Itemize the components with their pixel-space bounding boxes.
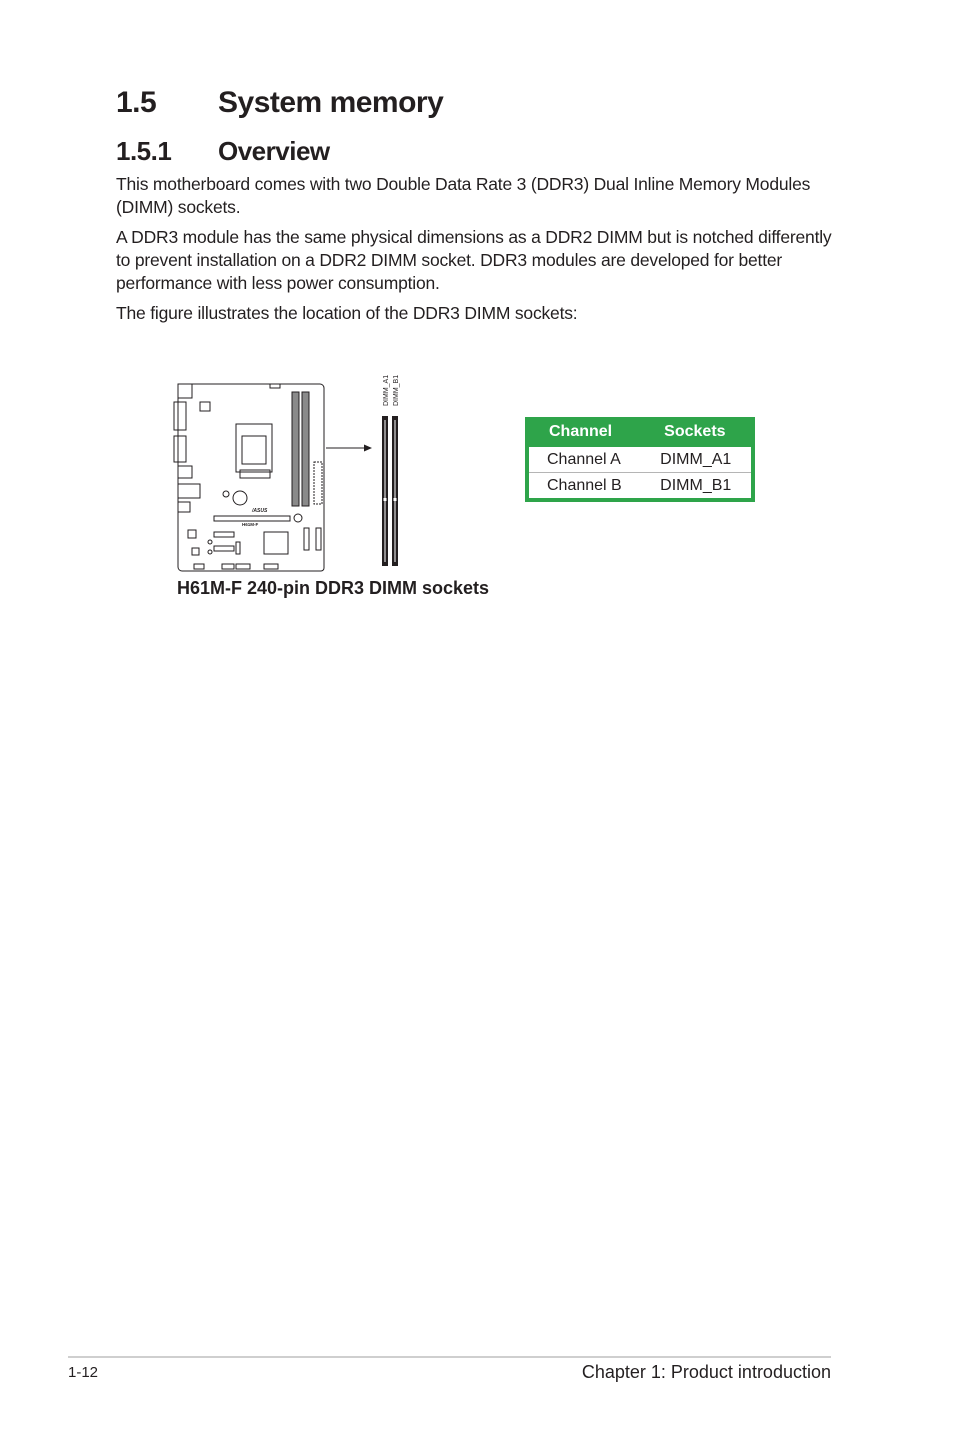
battery — [233, 491, 247, 505]
io-port — [178, 484, 200, 498]
dimm-label-b1: DIMM_B1 — [393, 374, 400, 406]
table-header-row — [527, 417, 753, 447]
table-header-channel: Channel — [549, 423, 613, 440]
pointer-arrowhead — [364, 445, 372, 452]
pcie-latch — [294, 514, 302, 522]
section-title: System memory — [218, 86, 444, 119]
table-header-sockets: Sockets — [664, 423, 726, 440]
fan-header — [270, 384, 280, 388]
board-dimm-b1 — [302, 392, 309, 506]
io-port — [174, 436, 186, 462]
io-port — [178, 502, 190, 512]
dimm-slot-a1 — [382, 416, 388, 566]
figure-caption: H61M-F 240-pin DDR3 DIMM sockets — [177, 578, 490, 598]
header-connector — [264, 564, 278, 569]
cpu-socket-inner — [242, 436, 266, 464]
component — [192, 548, 199, 555]
header-connector — [194, 564, 204, 569]
sata-port — [316, 528, 321, 550]
subsection-number: 1.5.1 — [116, 136, 172, 166]
cpu-retention — [240, 470, 270, 478]
board-label: H61M-F — [242, 522, 259, 527]
dimm-slot-b1 — [392, 416, 398, 566]
component — [208, 550, 212, 554]
section-number: 1.5 — [116, 86, 157, 119]
paragraph-ddr3-description: A DDR3 module has the same physical dimensions as a DDR2 DIMM but is notched differently to prevent installation on a DDR2 DIMM socket. DDR3 modules are developed for better performance with less power consumption. — [116, 227, 832, 293]
header-connector — [222, 564, 234, 569]
component — [236, 542, 240, 554]
component — [214, 546, 234, 551]
pcie-slot — [214, 516, 290, 521]
sata-port — [304, 528, 309, 550]
table-cell-channel: Channel B — [527, 473, 642, 501]
page-number: 1-12 — [68, 1364, 99, 1381]
power-connector — [200, 402, 210, 411]
cpu-socket — [236, 424, 272, 472]
component — [188, 530, 196, 538]
motherboard-diagram — [170, 366, 410, 576]
table-row — [527, 473, 753, 501]
io-port — [178, 384, 192, 398]
board-dimm-a1 — [292, 392, 299, 506]
io-port — [178, 466, 192, 478]
atx-power — [314, 462, 322, 504]
chipset — [264, 532, 288, 554]
chapter-title: Chapter 1: Product introduction — [581, 1362, 831, 1382]
table-row — [527, 447, 753, 473]
footer-rule — [68, 1356, 831, 1358]
table-cell-socket: DIMM_A1 — [642, 447, 753, 473]
channel-sockets-table — [525, 417, 755, 502]
paragraph-intro: This motherboard comes with two Double Data Rate 3 (DDR3) Dual Inline Memory Modules (DIMM) sockets. — [116, 174, 811, 217]
table-cell-channel: Channel A — [527, 447, 642, 473]
paragraph-figure-intro: The figure illustrates the location of the DDR3 DIMM sockets: — [116, 303, 578, 323]
component — [208, 540, 212, 544]
table-cell-socket: DIMM_B1 — [642, 473, 753, 501]
io-port — [174, 402, 186, 430]
component — [214, 532, 234, 537]
board-logo: /ASUS — [252, 508, 268, 514]
dimm-label-a1: DIMM_A1 — [383, 374, 390, 406]
subsection-title: Overview — [218, 136, 330, 166]
header-connector — [236, 564, 250, 569]
battery-inner — [223, 491, 229, 497]
